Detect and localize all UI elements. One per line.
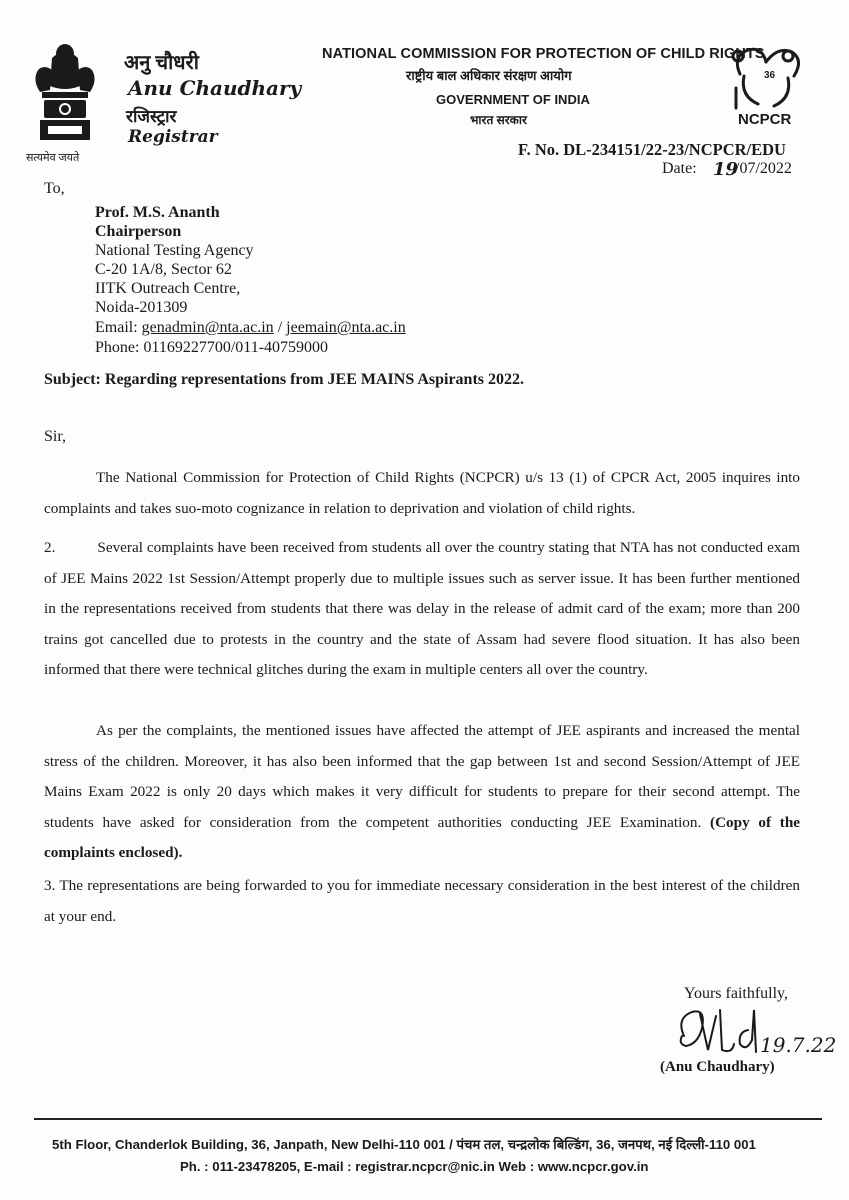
footer-contact: Ph. : 011-23478205, E-mail : registrar.ncpcr@nic.in Web : www.ncpcr.gov.in xyxy=(180,1159,649,1174)
paragraph-stress-text: As per the complaints, the mentioned issues have affected the attempt of JEE aspirants and increased the mental stress of the children. Moreover, it has also been informed that the gap between 1st and second Session/Attempt of JEE Mains Exam 2022 is only 20 days which makes it very difficult for students to prepare for their second attempt. The students have asked for consideration from the competent authorities conducting JEE Examination. xyxy=(44,722,800,831)
email-label: Email: xyxy=(95,319,138,336)
date-month-year: /07/2022 xyxy=(735,160,792,177)
handwritten-signature xyxy=(672,1000,837,1062)
closing: Yours faithfully, xyxy=(684,985,789,1002)
ncpcr-logo-icon xyxy=(726,44,808,114)
paragraph-number: 2. xyxy=(44,539,56,556)
designation: Registrar xyxy=(128,127,218,147)
date-day-handwritten: 19 xyxy=(713,159,739,180)
email-separator: / xyxy=(277,319,283,336)
national-emblem-icon xyxy=(30,40,100,150)
recipient-email-line xyxy=(95,318,406,338)
org-name-hindi: राष्ट्रीय बाल अधिकार संरक्षण आयोग xyxy=(406,68,572,83)
recipient-address-line: Noida-201309 xyxy=(95,299,188,316)
recipient-title: Chairperson xyxy=(95,223,182,240)
paragraph-intro: The National Commission for Protection of Child Rights (NCPCR) u/s 13 (1) of CPCR Act, 2005 inquires into complaints and takes suo-moto cognizance in relation to deprivation and violation of child rights. xyxy=(44,469,800,517)
paragraph-stress xyxy=(44,716,800,869)
government-name-hindi: भारत सरकार xyxy=(470,113,527,127)
recipient-phone: Phone: 01169227700/011-40759000 xyxy=(95,339,329,356)
paragraph-complaints-text: Several complaints have been received from students all over the country stating that NTA has not conducted exam of JEE Mains 2022 1st Session/Attempt properly due to multiple issues such as server issue. It has been further mentioned in the representations received from students that there was delay in the release of admit card of the exam; more than 200 trains got cancelled due to protests in the country and the state of Assam had severe flood situation. It has also been informed that there were technical glitches during the exam in multiple centers all over the country. xyxy=(44,539,800,678)
paragraph-forwarding: 3. The representations are being forwarded to you for immediate necessary consideration in the best interest of the children at your end. xyxy=(44,877,800,925)
emblem-motto: सत्यमेव जयते xyxy=(26,152,80,164)
file-number: F. No. DL-234151/22-23/NCPCR/EDU xyxy=(518,140,786,159)
to-label: To, xyxy=(44,180,65,197)
email-link-genadmin[interactable]: genadmin@nta.ac.in xyxy=(141,319,274,336)
government-name: GOVERNMENT OF INDIA xyxy=(436,92,590,107)
letter-subject: Subject: Regarding representations from JEE MAINS Aspirants 2022. xyxy=(44,371,525,388)
recipient-name: Prof. M.S. Ananth xyxy=(95,204,220,221)
salutation: Sir, xyxy=(44,428,67,445)
signature-date: 19.7.22 xyxy=(760,1033,837,1057)
signer-name: (Anu Chaudhary) xyxy=(660,1059,775,1075)
footer-divider xyxy=(34,1118,822,1120)
email-link-jeemain[interactable]: jeemain@nta.ac.in xyxy=(286,319,406,336)
svg-text:36: 36 xyxy=(764,70,776,81)
designation-hindi: रजिस्ट्रार xyxy=(126,107,177,126)
paragraph-complaints xyxy=(44,533,800,686)
officer-name: Anu Chaudhary xyxy=(128,76,302,100)
date-label: Date: xyxy=(662,160,697,177)
footer-address: 5th Floor, Chanderlok Building, 36, Janpath, New Delhi-110 001 / पंचम तल, चन्द्रलोक बिल्डिंग, 36, जनपथ, नई दिल्ली-110 001 xyxy=(52,1137,756,1152)
recipient-address-line: C-20 1A/8, Sector 62 xyxy=(95,261,232,278)
officer-name-hindi: अनु चौधरी xyxy=(124,52,199,74)
recipient-org: National Testing Agency xyxy=(95,242,254,259)
recipient-address-line: IITK Outreach Centre, xyxy=(95,280,241,297)
enclosure-note: (Copy of the complaints enclosed). xyxy=(44,813,801,861)
org-name: NATIONAL COMMISSION FOR PROTECTION OF CHILD RIGHTS xyxy=(322,46,765,62)
ncpcr-logo-text: NCPCR xyxy=(738,111,792,128)
